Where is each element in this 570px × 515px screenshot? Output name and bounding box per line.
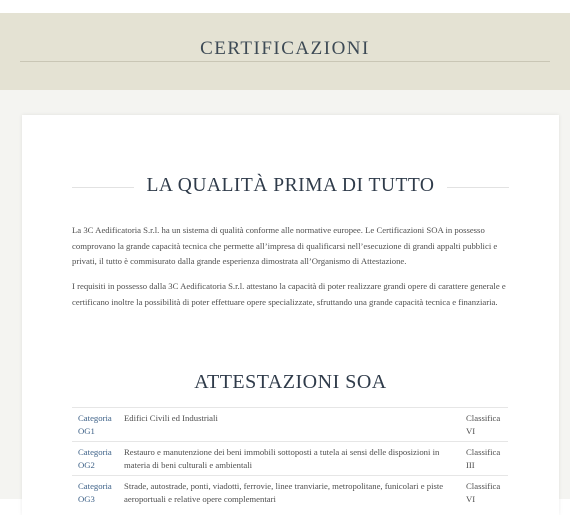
category-description: Strade, autostrade, ponti, viadotti, ferrovie, linee tranviarie, metropolitane, funicolari e piste aeroportuali e relative opere complementari [118, 476, 460, 510]
category-class: Classifica III [460, 442, 508, 476]
banner-divider [20, 61, 550, 62]
attestazioni-title: ATTESTAZIONI SOA [194, 371, 387, 393]
page-banner [0, 13, 570, 90]
category-class: Classifica VI [460, 476, 508, 510]
page-title-text: CERTIFICAZIONI [186, 38, 384, 59]
table-row [72, 442, 508, 476]
content-card [22, 115, 559, 515]
category-class: Classifica VI [460, 408, 508, 442]
section-heading [22, 175, 559, 197]
page-title [0, 38, 570, 60]
category-description: Restauro e manutenzione dei beni immobili sottoposti a tutela ai sensi delle disposizioni in materia di beni culturali e ambientali [118, 442, 460, 476]
table-row [72, 408, 508, 442]
category-description: Edifici Civili ed Industriali [118, 408, 460, 442]
table-row [72, 476, 508, 510]
soa-table [72, 407, 508, 509]
section-title: LA QUALITÀ PRIMA DI TUTTO [134, 175, 446, 197]
top-strip [0, 0, 570, 13]
requirements-paragraph: I requisiti in possesso dalla 3C Aedificatoria S.r.l. attestano la capacità di poter realizzare grandi opere di carattere generale e certificano inoltre la possibilità di poter effettuare opere specializzate, sfruttando una grande capacità tecnica e finanziaria. [72, 281, 506, 307]
category-link[interactable]: Categoria OG1 [72, 408, 118, 442]
category-link[interactable]: Categoria OG2 [72, 442, 118, 476]
intro-paragraph: La 3C Aedificatoria S.r.l. ha un sistema di qualità conforme alle normative europee. Le Certificazioni SOA in possesso comprovano la grande capacità tecnica che permette all’impresa di qualificarsi nell’esecuzione di grandi appalti pubblici e privati, il tutto è commisurato dalla grande esperienza dimostrata all’Organismo di Attestazione. [72, 225, 498, 267]
category-link[interactable]: Categoria OG3 [72, 476, 118, 510]
